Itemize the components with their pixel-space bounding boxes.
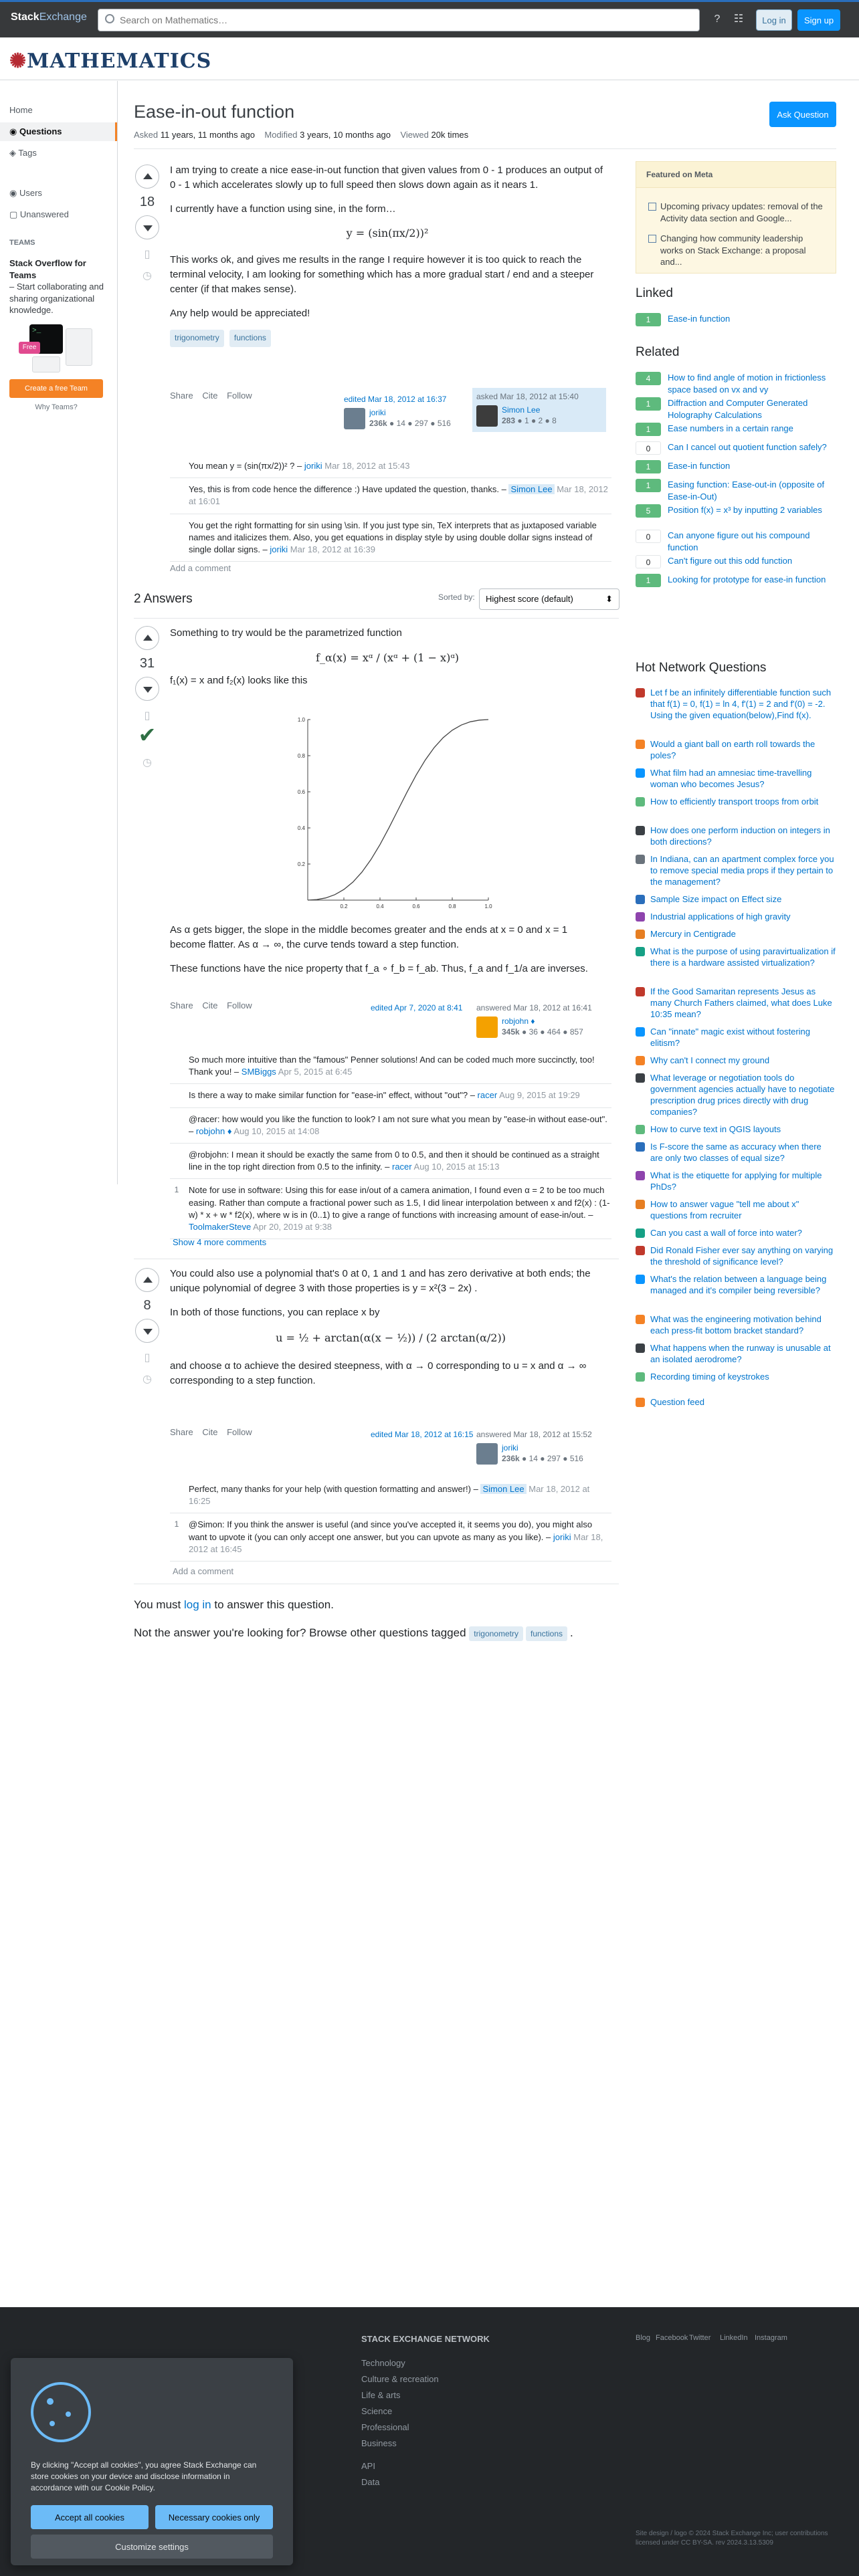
footer-copyright: Site design / logo © 2024 Stack Exchange Inc; user contributions licensed under CC BY-SA. rev 2024.3.13.5309 <box>636 2530 828 2547</box>
x-tick-label: 0.2 <box>340 903 348 909</box>
hnq-link[interactable]: How to efficiently transport troops from orbit <box>650 796 819 807</box>
search-box <box>98 9 700 31</box>
chart-ticks <box>298 717 492 909</box>
answer-post-menu <box>170 1427 259 1437</box>
hnq-link[interactable]: Would a giant ball on earth roll towards the poles? <box>650 739 816 760</box>
downvote-button[interactable] <box>135 215 159 239</box>
hnq-link[interactable]: Why can't I connect my ground <box>650 1055 770 1065</box>
tag-functions[interactable]: functions <box>526 1626 567 1641</box>
related-score: 0 <box>636 555 661 568</box>
featured-item[interactable]: Upcoming privacy updates: removal of the Activity data section and Google... <box>660 201 828 224</box>
answer-vote-cell <box>134 626 161 769</box>
x-tick-label: 1.0 <box>484 903 492 909</box>
necessary-cookies-button[interactable]: Necessary cookies only <box>155 2505 273 2529</box>
answered-time: answered Mar 18, 2012 at 15:52 <box>476 1430 592 1439</box>
asker-signature <box>472 388 606 432</box>
cite-link[interactable]: Cite <box>202 391 218 401</box>
site-icon <box>636 947 645 956</box>
linked-item: 1 Ease-in function <box>636 313 836 325</box>
hnq-link[interactable]: Let f be an infinitely differentiable function such that f(1) = 0, f(1) = ln 4, f'(1) = 2 and f'(0) = -2. Using the given equation(below),Find f(x). <box>650 687 832 720</box>
upvote-button[interactable] <box>135 165 159 189</box>
footer-link[interactable]: Life & arts <box>361 2390 401 2400</box>
nav-users[interactable]: ◉ Users <box>9 188 42 198</box>
footer-social-link[interactable]: Twitter <box>689 2334 711 2342</box>
answerer-signature <box>472 999 606 1043</box>
hnq-item <box>636 894 836 905</box>
rss-icon <box>636 1398 645 1407</box>
hnq-link[interactable]: Can you cast a wall of force into water? <box>650 1228 802 1238</box>
featured-on-meta <box>636 161 836 274</box>
hnq-link[interactable]: In Indiana, can an apartment complex force you to remove special media props if they pertain to the management? <box>650 854 834 887</box>
footer-link[interactable]: Professional <box>361 2422 409 2432</box>
site-icon <box>636 768 645 778</box>
tag-trigonometry[interactable]: trigonometry <box>170 330 224 346</box>
nav-tags[interactable]: ◈ Tags <box>9 148 37 158</box>
sort-label: Sorted by: <box>438 593 475 602</box>
site-icon <box>636 1275 645 1284</box>
user-reputation: 236k ● 14 ● 297 ● 516 <box>369 419 451 428</box>
related-link[interactable]: Position f(x) = x³ by inputting 2 variables <box>668 505 822 515</box>
featured-item[interactable]: Changing how community leadership works on Stack Exchange: a proposal and... <box>660 233 828 268</box>
teams-desc: – Start collaborating and sharing organizational knowledge. <box>9 282 104 316</box>
question-meta: Asked 11 years, 11 months ago Modified 3 years, 10 months ago Viewed 20k times <box>134 130 469 140</box>
related-link[interactable]: Diffraction and Computer Generated Holography Calculations <box>668 398 808 420</box>
terminal-icon: >_ <box>29 324 63 354</box>
footer-social-link[interactable]: Facebook <box>656 2334 688 2342</box>
site-icon <box>636 1171 645 1180</box>
answer-body: You could also use a polynomial that's 0 at 0, 1 and 1 and has zero derivative at both ends; the unique polynomial of degree 3 with those properties is y = x²(3 − 2x) . In both of those functions, you can replace x by u = ½ + arctan(α(x − ½)) / (2 arctan(α/2)) and choose α to achieve the desired steepness, with α → 0 corresponding to u = x and α → ∞ corresponding to a step function. <box>170 1267 611 1398</box>
hnq-link[interactable]: Industrial applications of high gravity <box>650 911 791 922</box>
related-item <box>636 372 836 395</box>
site-logo[interactable]: ✺MATHEMATICS <box>9 49 212 73</box>
follow-link[interactable]: Follow <box>227 1427 252 1437</box>
site-icon <box>636 1142 645 1152</box>
hnq-item <box>636 768 836 790</box>
related-score: 0 <box>636 530 661 543</box>
follow-link[interactable]: Follow <box>227 1000 252 1010</box>
site-icon <box>636 1315 645 1324</box>
hnq-item <box>636 986 836 1021</box>
top-bar <box>0 0 859 37</box>
related-link[interactable]: Can anyone figure out his compound function <box>668 530 810 552</box>
create-team-button[interactable]: Create a free Team <box>9 379 103 398</box>
answer-body-cont: As α gets bigger, the slope in the middle becomes greater and the ends at x = 0 and x = 1 become flatter. As α → ∞, the curve tends toward a step function. These functions have the nice property that f_a ∘ f_b = f_ab. Thus, f_a and f_1/a are inverses. <box>170 924 588 974</box>
add-comment-link[interactable]: Add a comment <box>173 1566 234 1576</box>
hnq-item <box>636 1343 836 1366</box>
ask-question-button[interactable]: Ask Question <box>769 102 836 127</box>
comment-user[interactable]: Simon Lee <box>480 1484 526 1494</box>
question-post-menu <box>170 391 259 401</box>
hnq-item <box>636 854 836 888</box>
x-tick-label: 0.6 <box>412 903 420 909</box>
customize-cookies-button[interactable]: Customize settings <box>31 2535 273 2559</box>
vote-count: 31 <box>139 656 155 671</box>
card-icon <box>32 356 60 372</box>
linked-heading: Linked <box>636 286 673 300</box>
footer-link[interactable]: Science <box>361 2406 393 2416</box>
history-icon[interactable]: ◷ <box>142 1374 152 1385</box>
hnq-link[interactable]: What film had an amnesiac time-travelling woman who becomes Jesus? <box>650 768 812 789</box>
y-tick-label: 0.8 <box>297 753 305 759</box>
site-icon <box>636 930 645 939</box>
comment-user[interactable]: racer <box>477 1090 498 1101</box>
hnq-item <box>636 1372 836 1383</box>
user-link[interactable]: robjohn ♦ <box>502 1016 535 1026</box>
related-item <box>636 397 836 421</box>
edited-time[interactable]: edited Mar 18, 2012 at 16:37 <box>344 395 447 404</box>
left-sidebar <box>0 81 118 1184</box>
search-icon <box>105 14 114 23</box>
hnq-item <box>636 1027 836 1049</box>
hnq-item <box>636 1142 836 1164</box>
related-item <box>636 479 836 502</box>
history-icon[interactable]: ◷ <box>142 757 152 768</box>
hnq-link[interactable]: What's the relation between a language being managed and it's compiler being reversible? <box>650 1274 827 1295</box>
add-comment-link[interactable]: Add a comment <box>170 563 231 573</box>
hnq-item <box>636 739 836 762</box>
cite-link[interactable]: Cite <box>202 1427 218 1437</box>
site-icon <box>636 1344 645 1353</box>
comment-user[interactable]: robjohn ♦ <box>195 1125 232 1136</box>
comment-user[interactable]: joriki <box>304 461 322 471</box>
cite-link[interactable]: Cite <box>202 1000 218 1010</box>
tag-functions[interactable]: functions <box>229 330 271 346</box>
stackexchange-logo[interactable]: StackExchange <box>11 11 87 23</box>
hnq-link[interactable]: If the Good Samaritan represents Jesus as many Church Fathers claimed, what does Luke 10:35 mean? <box>650 986 832 1019</box>
user-link[interactable]: Simon Lee <box>502 405 541 415</box>
follow-link[interactable]: Follow <box>227 391 252 401</box>
question-comments <box>170 455 611 562</box>
downvote-button[interactable] <box>135 677 159 701</box>
site-icon <box>636 1073 645 1083</box>
ease-curve-chart <box>281 706 495 914</box>
hnq-link[interactable]: What is the etiquette for applying for multiple PhDs? <box>650 1170 822 1192</box>
site-icon <box>636 987 645 996</box>
hnq-link[interactable]: Can "innate" magic exist without fostering elitism? <box>650 1027 811 1048</box>
site-icon <box>636 912 645 922</box>
hnq-item <box>636 1073 836 1118</box>
question-body: I am trying to create a nice ease-in-out function that given values from 0 - 1 produces an output of 0 - 1 which accelerates slowly up to full speed then slows down again as it nears 1. I currently have a function using sine, in the form… y = (sin(πx/2))² This works ok, and gives me results in the range I require however it is too quick to reach the terminal velocity, I am looking for something which has a more gradual start / end and a steeper center (if that makes sense). Any help would be appreciated! trigonometry functions <box>170 163 605 347</box>
question-formula: y = (sin(πx/2))² <box>346 227 429 240</box>
comment: 1 @Simon: If you think the answer is useful (and since you've accepted it, it seems you do), you might also want to upvote it (you can only accept one answer, but you can upvote as many as you like). – joriki Mar 18, 2012 at 16:45 <box>170 1513 611 1562</box>
answered-time: answered Mar 18, 2012 at 16:41 <box>476 1003 592 1012</box>
cookie-consent <box>11 2358 293 2565</box>
user-link[interactable]: joriki <box>502 1443 518 1453</box>
user-reputation: 236k ● 14 ● 297 ● 516 <box>502 1454 583 1463</box>
user-reputation: 283 ● 1 ● 2 ● 8 <box>502 416 557 425</box>
nav-home[interactable]: Home <box>9 105 33 115</box>
related-heading: Related <box>636 345 680 359</box>
related-item <box>636 574 836 586</box>
comment-user[interactable]: racer <box>392 1162 412 1172</box>
y-tick-label: 1.0 <box>297 717 305 723</box>
avatar[interactable] <box>476 1016 498 1038</box>
card-icon <box>66 328 92 366</box>
comment-user[interactable]: Simon Lee <box>508 484 554 494</box>
related-score: 1 <box>636 460 661 473</box>
site-icon <box>636 895 645 904</box>
share-link[interactable]: Share <box>170 391 193 401</box>
accepted-check-icon: ✔ <box>138 723 157 747</box>
hnq-item <box>636 1228 836 1239</box>
site-icon <box>636 1228 645 1238</box>
site-icon <box>636 855 645 864</box>
footer-social-link[interactable]: Blog <box>636 2334 651 2342</box>
hnq-item <box>636 1274 836 1297</box>
site-logo-symbol: ✺ <box>9 49 27 73</box>
site-icon <box>636 1200 645 1209</box>
login-link[interactable]: log in <box>183 1598 211 1611</box>
login-prompt: You must log in to answer this question. <box>134 1598 334 1611</box>
series-line <box>308 720 488 900</box>
related-link[interactable]: Looking for prototype for ease-in function <box>668 574 826 584</box>
site-icon <box>636 688 645 697</box>
linked-link[interactable]: Ease-in function <box>668 314 731 324</box>
related-score: 5 <box>636 504 661 518</box>
nav-questions[interactable]: ◉ Questions <box>0 122 117 141</box>
editor-signature <box>340 391 474 435</box>
footer-link[interactable]: Technology <box>361 2358 405 2368</box>
hnq-item <box>636 1170 836 1193</box>
x-tick-label: 0.4 <box>376 903 384 909</box>
bookmark-icon[interactable]: ▯ <box>144 710 151 722</box>
site-icon <box>636 740 645 749</box>
user-link[interactable]: joriki <box>369 408 386 417</box>
related-item <box>636 530 836 553</box>
y-tick-label: 0.2 <box>297 861 305 867</box>
cookie-text: By clicking "Accept all cookies", you agree Stack Exchange can store cookies on your device and disclose information in accordance with our Cookie Policy. <box>31 2460 257 2492</box>
comment: You mean y = (sin(πx/2))² ? – joriki Mar 18, 2012 at 15:43 <box>170 455 611 478</box>
question-vote-cell <box>134 165 161 282</box>
free-badge: Free <box>19 342 40 354</box>
hnq-link[interactable]: How to curve text in QGIS layouts <box>650 1124 781 1134</box>
hnq-link[interactable]: Recording timing of keystrokes <box>650 1372 769 1382</box>
hnq-link[interactable]: What happens when the runway is unusable at an isolated aerodrome? <box>650 1343 831 1364</box>
related-item <box>636 441 836 453</box>
hnq-link[interactable]: What was the engineering motivation behind each press-fit bottom bracket standard? <box>650 1314 822 1335</box>
signup-button[interactable]: Sign up <box>797 9 840 31</box>
tag-list <box>170 330 605 346</box>
related-score: 1 <box>636 574 661 587</box>
related-link[interactable]: Ease-in function <box>668 461 731 471</box>
answer-post-menu <box>170 1000 259 1010</box>
tag-icon: ◈ <box>9 148 19 158</box>
share-link[interactable]: Share <box>170 1427 193 1437</box>
show-more-comments-link[interactable]: Show 4 more comments <box>173 1237 267 1247</box>
header-divider <box>134 148 836 149</box>
comment: Yes, this is from code hence the difference :) Have updated the question, thanks. – Simon Lee Mar 18, 2012 at 16:01 <box>170 478 611 514</box>
share-link[interactable]: Share <box>170 1000 193 1010</box>
related-item <box>636 504 836 516</box>
footer-link[interactable]: API <box>361 2461 375 2471</box>
comment: @racer: how would you like the function to look? I am not sure what you mean by "ease-in without ease-out". – robjohn ♦ Aug 10, 2015 at 14:08 <box>170 1108 611 1144</box>
related-item <box>636 423 836 435</box>
teams-title: Stack Overflow for Teams <box>9 258 86 280</box>
footer-heading: STACK EXCHANGE NETWORK <box>361 2334 490 2344</box>
hnq-link[interactable]: Is F-score the same as accuracy when there are only two classes of equal size? <box>650 1142 822 1163</box>
related-score: 1 <box>636 397 661 411</box>
teams-promo <box>9 257 110 411</box>
comment-user[interactable]: joriki <box>553 1531 571 1542</box>
help-icon[interactable]: ? <box>714 13 721 25</box>
related-link[interactable]: Easing function: Ease-out-in (opposite of Ease-in-Out) <box>668 479 825 502</box>
related-link[interactable]: Can I cancel out quotient function safely? <box>668 442 827 452</box>
tag-trigonometry[interactable]: trigonometry <box>469 1626 523 1641</box>
related-item <box>636 555 836 567</box>
question-feed-link[interactable]: Question feed <box>636 1397 836 1408</box>
site-icon <box>636 1246 645 1255</box>
y-tick-label: 0.4 <box>297 825 305 831</box>
answers-divider <box>134 618 619 619</box>
related-item <box>636 460 836 472</box>
hnq-link[interactable]: How does one perform induction on integers in both directions? <box>650 825 830 847</box>
hnq-link[interactable]: Sample Size impact on Effect size <box>650 894 782 904</box>
comment-user[interactable]: ToolmakerSteve <box>189 1221 252 1232</box>
x-tick-label: 0.8 <box>448 903 456 909</box>
related-score: 4 <box>636 372 661 385</box>
featured-heading: Featured on Meta <box>636 162 836 188</box>
avatar[interactable] <box>476 1443 498 1465</box>
footer-social-link[interactable]: Instagram <box>755 2334 787 2342</box>
site-icon <box>636 1027 645 1037</box>
comment: Perfect, many thanks for your help (with question formatting and answer!) – Simon Lee Mar 18, 2012 at 16:25 <box>170 1478 611 1513</box>
hnq-link[interactable]: What leverage or negotiation tools do government agencies actually have to negotiate prescription drug prices directly with drug companies? <box>650 1073 835 1117</box>
site-icon <box>636 826 645 835</box>
hnq-item <box>636 687 836 722</box>
answer-vote-cell <box>134 1268 161 1386</box>
hnq-link[interactable]: Mercury in Centigrade <box>650 929 736 939</box>
hnq-link[interactable]: What is the purpose of using paravirtualization if there is a hardware assisted virtualization? <box>650 946 836 968</box>
cookie-icon <box>31 2382 91 2442</box>
bookmark-icon[interactable]: ▯ <box>144 1352 151 1364</box>
unanswered-icon: ▢ <box>9 209 20 219</box>
site-switcher-icon[interactable]: ☷ <box>733 13 744 25</box>
browse-tags-prompt: Not the answer you're looking for? Browse other questions tagged trigonometry functions . <box>134 1626 573 1641</box>
related-score: 1 <box>636 423 661 436</box>
edited-time[interactable]: edited Mar 18, 2012 at 16:15 <box>371 1430 474 1439</box>
question-title[interactable]: Ease-in-out function <box>134 102 295 122</box>
comment: 1 Note for use in software: Using this for ease in/out of a camera animation, I found even α = 2 to be too much easing. Rather than compute a fractional power such as 1.5, I did linear interpolation between x and f2(x) : (1-w) * x + w * f2(x), where w is in (0..1) to give a range of functions with increasing amount of ease-in/out. – ToolmakerSteve Apr 20, 2019 at 9:38 <box>170 1179 611 1239</box>
teams-heading: TEAMS <box>9 239 35 247</box>
hnq-item <box>636 1314 836 1337</box>
related-link[interactable]: Can't figure out this odd function <box>668 556 793 566</box>
related-link[interactable]: Ease numbers in a certain range <box>668 423 793 433</box>
user-reputation: 345k ● 36 ● 464 ● 857 <box>502 1027 583 1037</box>
vote-count: 18 <box>139 195 155 209</box>
comment-user[interactable]: joriki <box>270 544 288 554</box>
site-icon <box>636 797 645 807</box>
search-input[interactable] <box>120 13 688 27</box>
answer-body: Something to try would be the parametrized function f_α(x) = xᵅ / (xᵅ + (1 − x)ᵅ) f₁(x) = x and f₂(x) looks like this <box>170 626 605 697</box>
bookmark-icon[interactable]: ▯ <box>144 249 151 260</box>
vote-count: 8 <box>143 1298 151 1313</box>
hnq-item <box>636 946 836 969</box>
related-score: 1 <box>636 479 661 492</box>
answer-formula: f_α(x) = xᵅ / (xᵅ + (1 − x)ᵅ) <box>316 651 459 664</box>
users-icon: ◉ <box>9 188 19 198</box>
hnq-item <box>636 1245 836 1268</box>
site-icon <box>636 1125 645 1134</box>
related-score: 0 <box>636 441 661 455</box>
comment: Is there a way to make similar function for "ease-in" effect, without "out"? – racer Aug 9, 2015 at 19:29 <box>170 1084 611 1107</box>
nav-unanswered[interactable]: ▢ Unanswered <box>9 209 69 219</box>
chevron-down-icon: ⬍ <box>605 594 613 604</box>
footer-link[interactable]: Business <box>361 2438 397 2448</box>
related-link[interactable]: How to find angle of motion in frictionless space based on vx and vy <box>668 372 826 395</box>
comment: @robjohn: I mean it should be exactly the same from 0 to 0.5, and then it should be continued as a straight line in the top right direction from 0.5 to the infinity. – racer Aug 10, 2015 at 15:13 <box>170 1144 611 1179</box>
hnq-item <box>636 796 836 808</box>
avatar[interactable] <box>476 405 498 427</box>
teams-illustration <box>9 322 110 377</box>
y-tick-label: 0.6 <box>297 789 305 795</box>
history-icon[interactable]: ◷ <box>142 270 152 282</box>
comment-user[interactable]: SMBiggs <box>241 1067 276 1077</box>
edited-time[interactable]: edited Apr 7, 2020 at 8:41 <box>371 1003 463 1012</box>
downvote-button[interactable] <box>135 1319 159 1343</box>
accept-cookies-button[interactable]: Accept all cookies <box>31 2505 149 2529</box>
hnq-item <box>636 929 836 940</box>
hnq-heading: Hot Network Questions <box>636 661 767 675</box>
hnq-item <box>636 1199 836 1222</box>
footer-link[interactable]: Culture & recreation <box>361 2374 439 2384</box>
upvote-button[interactable] <box>135 626 159 650</box>
footer-link[interactable]: Data <box>361 2477 380 2487</box>
why-teams-link[interactable]: Why Teams? <box>35 403 78 411</box>
hnq-item <box>636 1055 836 1067</box>
hnq-item <box>636 1124 836 1136</box>
answerer-signature <box>472 1426 606 1470</box>
hnq-link[interactable]: Did Ronald Fisher ever say anything on varying the threshold of significance level? <box>650 1245 834 1267</box>
avatar[interactable] <box>344 408 365 429</box>
sort-select[interactable]: Highest score (default) ⬍ <box>479 588 619 610</box>
site-icon <box>636 1372 645 1382</box>
answer-formula: u = ½ + arctan(α(x − ½)) / (2 arctan(α/2)) <box>276 1331 506 1345</box>
answer-comments <box>170 1049 611 1239</box>
upvote-button[interactable] <box>135 1268 159 1292</box>
comment: So much more intuitive than the "famous" Penner solutions! And can be coded much more succinctly, too! Thank you! – SMBiggs Apr 5, 2015 at 6:45 <box>170 1049 611 1084</box>
footer-social-link[interactable]: LinkedIn <box>720 2334 748 2342</box>
hnq-item <box>636 825 836 848</box>
site-header <box>0 37 859 80</box>
hnq-item <box>636 911 836 923</box>
answer-comments <box>170 1478 611 1562</box>
login-button[interactable]: Log in <box>756 9 792 31</box>
site-icon <box>636 1056 645 1065</box>
asked-time: asked Mar 18, 2012 at 15:40 <box>476 392 579 401</box>
globe-icon: ◉ <box>9 126 19 136</box>
hnq-link[interactable]: How to answer vague "tell me about x" questions from recruiter <box>650 1199 799 1220</box>
answers-count: 2 Answers <box>134 592 193 606</box>
comment: You get the right formatting for sin using \sin. If you just type sin, TeX interprets that as juxtaposed variable names and italicizes them. Also, you get equations in display style by using double dollar signs instead of single dollar signs. – joriki Mar 18, 2012 at 16:39 <box>170 514 611 562</box>
